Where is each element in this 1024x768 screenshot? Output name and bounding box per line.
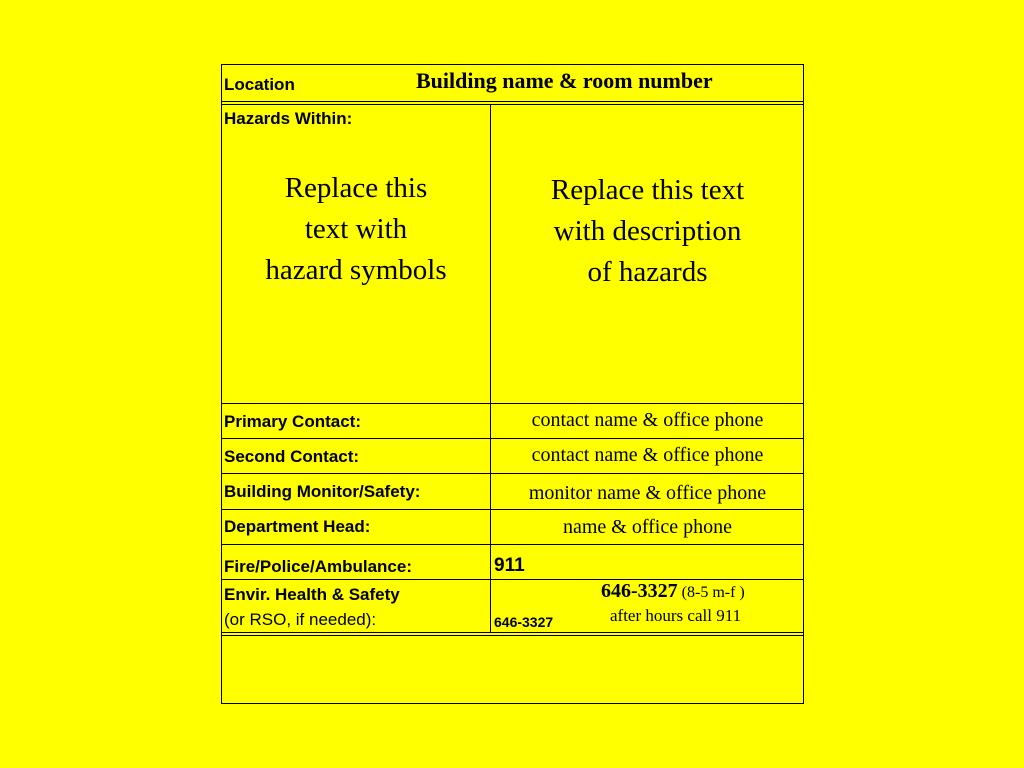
ehs-label-line-1: Envir. Health & Safety (224, 585, 400, 604)
building-monitor-label: Building Monitor/Safety: (224, 482, 421, 501)
divider-location (221, 101, 804, 105)
department-head-label: Department Head: (224, 517, 371, 536)
divider-second (221, 473, 804, 474)
hazards-label: Hazards Within: (224, 109, 353, 128)
divider-primary (221, 438, 804, 439)
ehs-label-line-2: (or RSO, if needed): (224, 610, 377, 629)
ehs-number: 646-3327 (601, 580, 678, 602)
ehs-after-hours: after hours call 911 (610, 606, 742, 625)
hazard-description-line-3: of hazards (587, 256, 708, 288)
second-contact-label: Second Contact: (224, 447, 360, 466)
hazard-symbols-line-1: Replace this (284, 172, 428, 204)
emergency-services-number: 911 (494, 555, 525, 576)
location-value: Building name & room number (416, 68, 713, 93)
blank-notes-row (222, 635, 803, 703)
ehs-number-line (601, 580, 745, 603)
divider-monitor (221, 509, 804, 510)
building-monitor-value: monitor name & office phone (528, 482, 767, 504)
divider-hazards (221, 403, 804, 404)
primary-contact-label: Primary Contact: (224, 412, 361, 431)
emergency-services-label: Fire/Police/Ambulance: (224, 557, 412, 576)
department-head-value: name & office phone (562, 516, 732, 538)
hazard-description-line-2: with description (553, 215, 742, 247)
hazard-symbols-line-2: text with (304, 213, 408, 245)
location-label: Location (224, 75, 295, 94)
divider-dept (221, 544, 804, 545)
second-contact-value: contact name & office phone (531, 444, 764, 466)
hazard-description-line-1: Replace this text (550, 174, 745, 206)
ehs-hours: (8-5 m-f ) (681, 584, 745, 601)
primary-contact-value: contact name & office phone (531, 409, 764, 431)
hazard-symbols-line-3: hazard symbols (265, 254, 447, 286)
ehs-small-number: 646-3327 (494, 614, 554, 630)
